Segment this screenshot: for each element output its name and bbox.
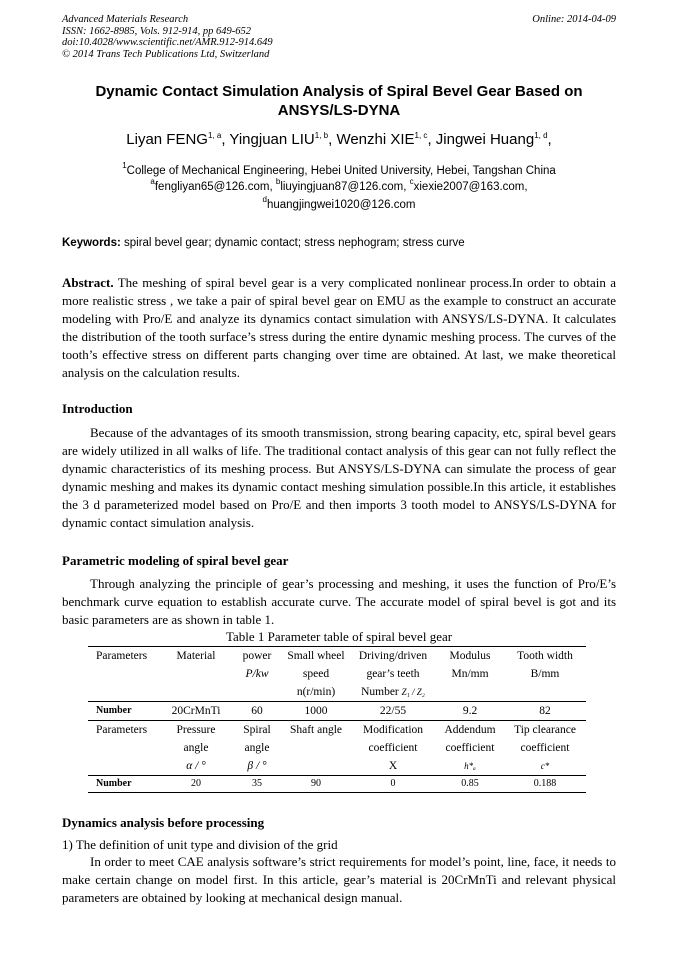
author-sup: 1, b <box>314 131 329 140</box>
abstract-text: The meshing of spiral bevel gear is a very complicated nonlinear process.In order to obtain a more realistic stress , we take a pair of spiral bevel gear on EMU as the example to construct an accurate modeling with Pro/E and analyze its dynamics contact simulation with ANSYS/LS-DYNA. It calculates the distribution of the tooth surface’s stress during the entire dynamic meshing process. The curves of the tooth’s effective stress on different parts changing over time are obtained. At last, we make theoretical analysis on the calculation results. <box>62 275 616 380</box>
table-row <box>88 702 586 721</box>
email-line-1 <box>62 178 616 196</box>
introduction-heading: Introduction <box>62 401 133 416</box>
parametric-text: Through analyzing the principle of gear’s processing and meshing, it uses the function of Pro/E’s benchmark curve equation to establish accurate curve. The accurate model of spiral bevel is got and its basic parameters are as shown in table 1. <box>62 576 616 627</box>
table-cell: 0.85 <box>436 776 504 793</box>
author-name: Yingjuan LIU <box>229 131 315 148</box>
author-separator: , <box>328 131 333 148</box>
table-cell: 35 <box>232 776 282 793</box>
keywords-text: spiral bevel gear; dynamic contact; stress nephogram; stress curve <box>120 237 465 249</box>
journal-name: Advanced Materials Research <box>62 14 189 25</box>
author-separator: , <box>427 131 432 148</box>
table-header-cell: Modulus Mn/mm <box>436 647 504 702</box>
author-separator: , <box>547 131 552 148</box>
email-d: huangjingwei1020@126.com <box>266 199 416 211</box>
table-header-cell: Driving/driven gear’s teeth Number Z₁ / Z₂ <box>350 647 436 702</box>
table-header-cell: power P/kw <box>232 647 282 702</box>
author-separator: , <box>221 131 226 148</box>
online-date: Online: 2014-04-09 <box>532 14 616 25</box>
journal-header <box>62 14 273 60</box>
title-line-1: Dynamic Contact Simulation Analysis of Spiral Bevel Gear Based on <box>95 83 583 100</box>
email-c: xiexie2007@163.com, <box>413 181 528 193</box>
copyright-line: © 2014 Trans Tech Publications Ltd, Switzerland <box>62 48 270 60</box>
parameter-table <box>88 646 586 793</box>
table-cell: 0.188 <box>504 776 586 793</box>
table-cell: 0 <box>350 776 436 793</box>
email-sup: d <box>262 195 267 204</box>
introduction-text: Because of the advantages of its smooth transmission, strong bearing capacity, etc, spiral bevel gears are widely utilized in all walks of life. The traditional contact analysis of this gear can not fully reflect the dynamic characteristics of its meshing process. But ANSYS/LS-DYNA can simulate the process of gear dynamic meshing and makes its dynamic contact meshing simulation possible.In this article, it establishes the 3 d parameterized model based on Pro/E and then imports 3 tooth model to ANSYS/LS-DYNA for dynamic contact simulation analysis. <box>62 425 616 530</box>
table-cell: 20CrMnTi <box>160 702 232 721</box>
teeth-symbol: Z₁ / Z₂ <box>401 687 425 697</box>
table-caption: Table 1 Parameter table of spiral bevel gear <box>225 629 453 644</box>
author-sup: 1, a <box>207 131 222 140</box>
keywords-label: Keywords: <box>62 237 121 249</box>
table-cell: Number <box>88 776 160 793</box>
table-cell: 9.2 <box>436 702 504 721</box>
table-cell: 20 <box>160 776 232 793</box>
email-sup: b <box>275 177 281 186</box>
dynamics-text: In order to meet CAE analysis software’s strict requirements for model’s point, line, face, it needs to make certain change on model first. In this article, gear’s material is 20CrMnTi and relevant physical parameters are obtained by looking at mechanical design manual. <box>62 854 616 905</box>
table-header-cell: Tip clearance coefficient c* <box>504 721 586 776</box>
keywords <box>62 236 616 250</box>
table-cell: 22/55 <box>350 702 436 721</box>
dynamics-heading: Dynamics analysis before processing <box>62 815 265 830</box>
table-cell: 60 <box>232 702 282 721</box>
table-header-cell: Small wheel speed n(r/min) <box>282 647 350 702</box>
author-name: Jingwei Huang <box>435 131 535 148</box>
table-cell: 1000 <box>282 702 350 721</box>
table-header-cell: Addendum coefficient h*ₐ <box>436 721 504 776</box>
issn-line: ISSN: 1662-8985, Vols. 912-914, pp 649-652 <box>62 25 251 37</box>
doi-line: doi:10.4028/www.scientific.net/AMR.912-914.649 <box>62 37 273 48</box>
table-header-cell: Parameters <box>88 721 160 776</box>
author-name: Wenzhi XIE <box>336 131 415 148</box>
author-sup: 1, d <box>534 131 548 140</box>
parametric-heading: Parametric modeling of spiral bevel gear <box>62 553 289 568</box>
table-header-row <box>88 721 586 776</box>
table-header-cell: Parameters <box>88 647 160 702</box>
table-cell: 90 <box>282 776 350 793</box>
table-header-cell: Modification coefficient X <box>350 721 436 776</box>
paper-title <box>62 82 616 120</box>
dynamics-subheading: 1) The definition of unit type and division of the grid <box>62 837 338 852</box>
email-sup: a <box>150 177 155 186</box>
abstract <box>62 274 616 382</box>
table-cell: 82 <box>504 702 586 721</box>
email-sup: c <box>409 177 414 186</box>
table-cell: Number <box>88 702 160 721</box>
table-header-cell: Pressure angle α / ° <box>160 721 232 776</box>
table-row <box>88 776 586 793</box>
author-sup: 1, c <box>414 131 428 140</box>
affiliation <box>62 161 616 178</box>
affiliation-sup: 1 <box>122 161 127 170</box>
email-b: liuyingjuan87@126.com, <box>280 181 410 193</box>
title-line-2: ANSYS/LS-DYNA <box>277 102 401 119</box>
table-header-row <box>88 647 586 702</box>
email-a: fengliyan65@126.com, <box>154 181 276 193</box>
author-list <box>62 131 616 149</box>
table-header-cell: Material <box>160 647 232 702</box>
abstract-label: Abstract. <box>62 275 114 290</box>
affiliation-text: College of Mechanical Engineering, Hebei United University, Hebei, Tangshan China <box>126 165 556 177</box>
author-name: Liyan FENG <box>126 131 208 148</box>
table-header-cell: Tooth width B/mm <box>504 647 586 702</box>
table-header-cell: Shaft angle <box>282 721 350 776</box>
email-line-2 <box>62 196 616 214</box>
table-header-cell: Spiral angle β / ° <box>232 721 282 776</box>
